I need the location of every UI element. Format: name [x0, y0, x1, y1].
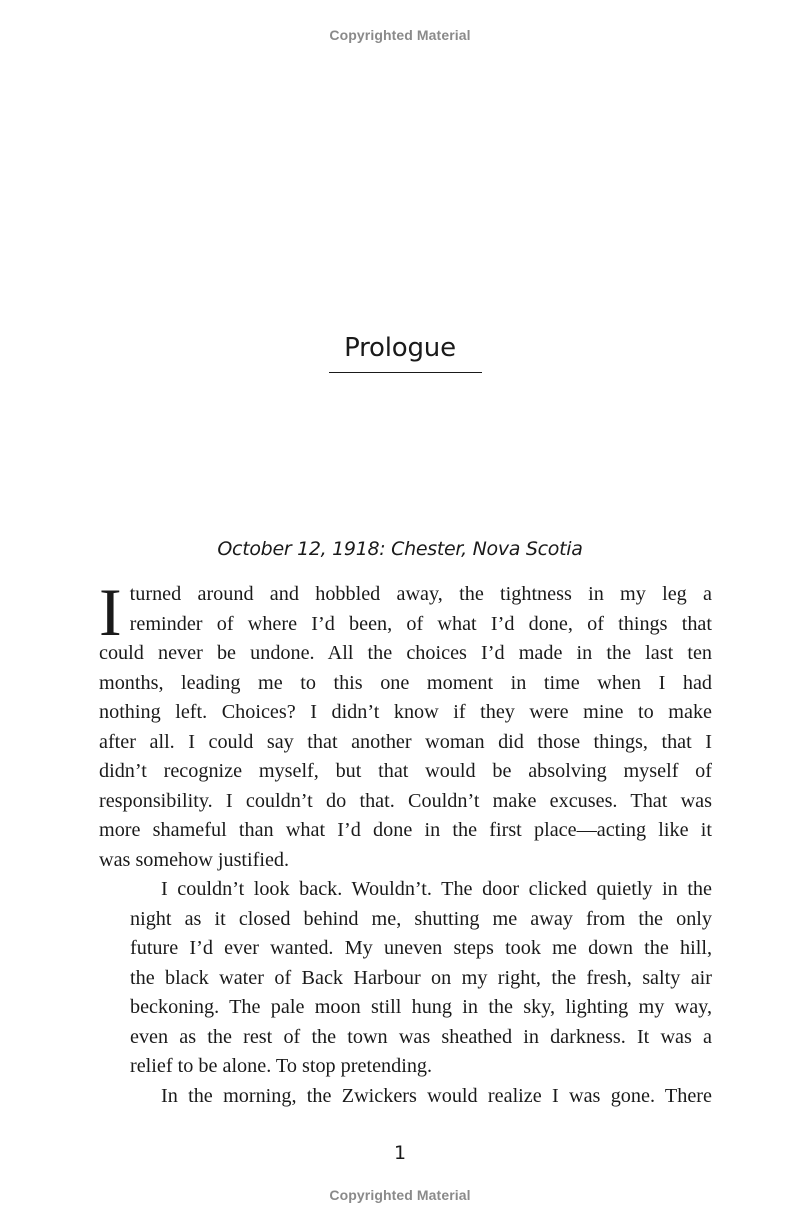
text-line: the black water of Back Harbour on my right, the fresh, salty air — [130, 966, 712, 989]
paragraph-3 — [99, 1082, 712, 1112]
text-line: didn’t recognize myself, but that would be absolving myself of — [99, 760, 712, 782]
copyright-watermark-top: Copyrighted Material — [329, 27, 471, 43]
text-line: night as it closed behind me, shutting me away from the only — [130, 907, 712, 930]
paragraph-2 — [99, 875, 712, 1082]
drop-cap: I — [99, 574, 122, 650]
text-line: even as the rest of the town was sheathed in darkness. It was a — [130, 1025, 712, 1048]
chapter-dateline: October 12, 1918: Chester, Nova Scotia — [217, 538, 583, 560]
text-line: turned around and hobbled away, the tightness in my leg a — [129, 583, 712, 605]
body-text — [99, 574, 712, 1111]
text-line: responsibility. I couldn’t do that. Couldn’t make excuses. That was — [99, 789, 712, 812]
text-line: In the morning, the Zwickers would realize I was gone. There — [161, 1084, 712, 1107]
text-line: nothing left. Choices? I didn’t know if they were mine to make — [99, 701, 712, 723]
page-number: 1 — [393, 1142, 407, 1164]
text-line: future I’d ever wanted. My uneven steps took me down the hill, — [130, 937, 712, 959]
text-line: after all. I could say that another woman did those things, that I — [99, 730, 712, 753]
text-line: I couldn’t look back. Wouldn’t. The door clicked quietly in the — [161, 878, 712, 900]
text-line: could never be undone. All the choices I’d made in the last ten — [99, 642, 712, 664]
text-line: beckoning. The pale moon still hung in the sky, lighting my way, — [130, 996, 712, 1018]
paragraph-1 — [99, 574, 712, 875]
text-line: was somehow justified. — [99, 848, 290, 871]
text-line: relief to be alone. To stop pretending. — [130, 1055, 433, 1077]
chapter-title: Prologue — [344, 333, 456, 363]
title-underline — [329, 372, 482, 373]
copyright-watermark-bottom: Copyrighted Material — [329, 1187, 471, 1203]
text-line: reminder of where I’d been, of what I’d done, of things that — [129, 612, 712, 635]
text-line: more shameful than what I’d done in the first place—acting like it — [99, 819, 712, 841]
text-line: months, leading me to this one moment in time when I had — [99, 671, 712, 694]
